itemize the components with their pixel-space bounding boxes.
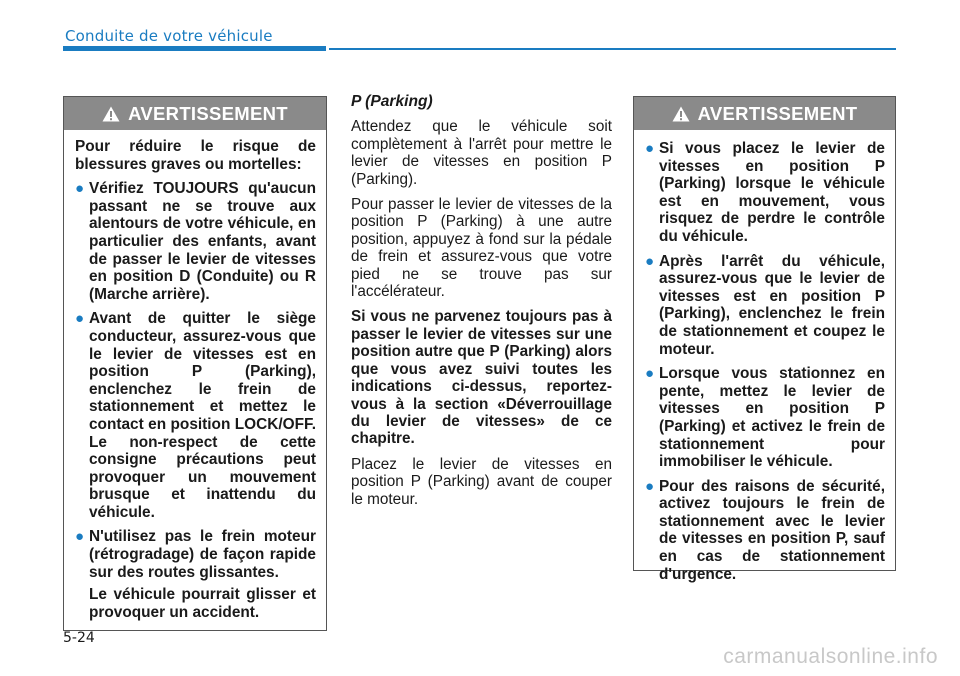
list-item: ● N'utilisez pas le frein moteur (rétrogradage) de façon rapide sur des routes glissantes. bbox=[75, 528, 316, 581]
list-item: ● Si vous placez le levier de vitesses en position P (Parking) lorsque le véhicule est en mouvement, vous risquez de perdre le contrôle du véhicule. bbox=[645, 140, 885, 245]
warning-triangle-icon bbox=[102, 106, 120, 122]
main-text-column bbox=[351, 93, 612, 516]
header-rule-thin bbox=[329, 48, 896, 50]
bullet-dot: ● bbox=[75, 310, 85, 328]
warning-box-left bbox=[63, 96, 327, 631]
watermark: carmanualsonline.info bbox=[723, 645, 938, 668]
warning-header bbox=[634, 97, 895, 130]
paragraph: Attendez que le véhicule soit complètement à l'arrêt pour mettre le levier de vitesses en position P (Parking). bbox=[351, 118, 612, 188]
warning-body bbox=[64, 130, 326, 621]
warning-note: Le véhicule pourrait glisser et provoquer un accident. bbox=[89, 586, 316, 621]
list-item: ● Vérifiez TOUJOURS qu'aucun passant ne se trouve aux alentours de votre véhicule, en particulier des enfants, avant de passer le levier de vitesses en position D (Conduite) ou R (Marche arrière). bbox=[75, 180, 316, 303]
list-item: ● Lorsque vous stationnez en pente, mettez le levier de vitesses en position P (Parking) et activez le frein de stationnement pour immobiliser le véhicule. bbox=[645, 365, 885, 471]
bullet-dot: ● bbox=[645, 140, 655, 157]
section-title: Conduite de votre véhicule bbox=[65, 27, 273, 45]
paragraph-bold: Si vous ne parvenez toujours pas à passer le levier de vitesses sur une position autre que P (Parking) alors que vous avez suivi toutes les indications ci-dessus, reportez-vous à la section «Déverrouillage du levier de vitesses» de ce chapitre. bbox=[351, 308, 612, 448]
warning-intro: Pour réduire le risque de blessures graves ou mortelles: bbox=[75, 138, 316, 173]
list-item: ● Avant de quitter le siège conducteur, assurez-vous que le levier de vitesses est en position P (Parking), enclenchez le frein de stationnement et mettez le contact en position LOCK/OFF. Le non-respect de cette consigne précautions peut provoquer un mouvement brusque et inattendu du véhicule. bbox=[75, 310, 316, 521]
bullet-dot: ● bbox=[645, 252, 655, 270]
paragraph: Pour passer le levier de vitesses de la position P (Parking) à une autre position, appuyez à fond sur la pédale de frein et assurez-vous que votre pied ne se trouve pas sur l'accélérateur. bbox=[351, 196, 612, 301]
warning-title: AVERTISSEMENT bbox=[128, 102, 288, 124]
warning-header bbox=[64, 97, 326, 130]
warning-box-right bbox=[633, 96, 896, 583]
warning-body bbox=[634, 130, 895, 583]
section-heading: P (Parking) bbox=[351, 93, 433, 110]
header-rule-thick bbox=[63, 46, 326, 51]
bullet-dot: ● bbox=[645, 477, 655, 495]
list-item: ● Pour des raisons de sécurité, activez toujours le frein de stationnement avec le levier de vitesses en position P, sauf en cas de stationnement d'urgence. bbox=[645, 477, 885, 583]
warning-title: AVERTISSEMENT bbox=[697, 102, 858, 124]
bullet-dot: ● bbox=[645, 365, 655, 383]
page-number: 5-24 bbox=[63, 630, 95, 646]
list-item: ● Après l'arrêt du véhicule, assurez-vous que le levier de vitesses est en position P (Parking), enclenchez le frein de stationnement et coupez le moteur. bbox=[645, 252, 885, 358]
warning-triangle-icon bbox=[672, 106, 690, 122]
paragraph: Placez le levier de vitesses en position P (Parking) avant de couper le moteur. bbox=[351, 455, 612, 508]
bullet-dot: ● bbox=[75, 528, 85, 546]
bullet-dot: ● bbox=[75, 180, 85, 198]
